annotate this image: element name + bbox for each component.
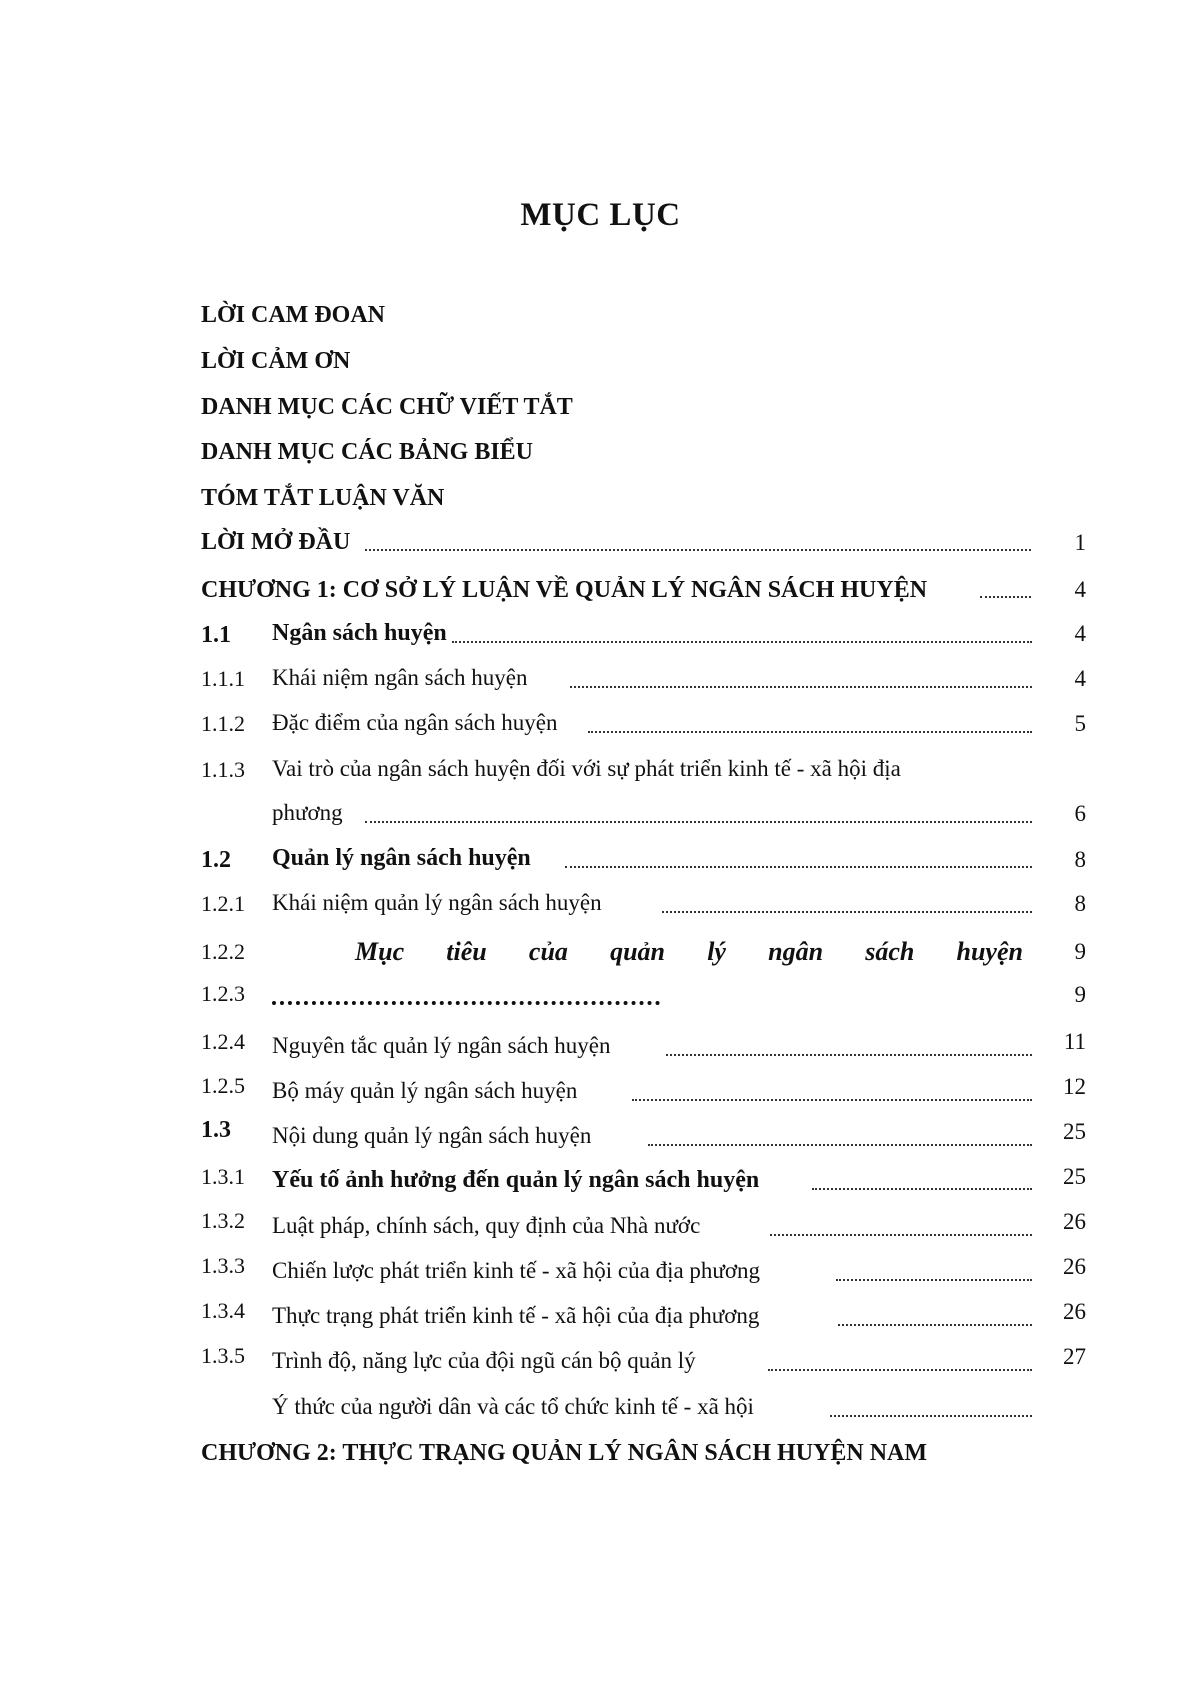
leader-dots <box>838 1321 1032 1326</box>
toc-entry-text[interactable]: Trình độ, năng lực của đội ngũ cán bộ quản lý <box>272 1348 696 1373</box>
leader-dots <box>452 638 1032 643</box>
toc-chapter1-label[interactable]: CHƯƠNG 1: CƠ SỞ LÝ LUẬN VỀ QUẢN LÝ NGÂN SÁCH HUYỆN <box>201 577 928 603</box>
toc-entry-text[interactable]: Nguyên tắc quản lý ngân sách huyện <box>272 1033 611 1058</box>
toc-entry-page: 4 <box>1074 621 1086 646</box>
page-title: MỤC LỤC <box>520 197 681 233</box>
toc-entry-page: 26 <box>1063 1299 1086 1324</box>
toc-entry-page: 27 <box>1063 1344 1086 1369</box>
toc-entry-num: 1.3 <box>201 1117 231 1143</box>
toc-entry-text[interactable]: Ngân sách huyện <box>272 620 447 646</box>
toc-entry-italic-title[interactable] <box>355 937 1023 967</box>
toc-entry-page: 9 <box>1074 939 1086 964</box>
toc-entry-text[interactable]: Chiến lược phát triển kinh tế - xã hội của địa phương <box>272 1258 761 1283</box>
toc-entry-page: 9 <box>1074 982 1086 1007</box>
leader-dots <box>666 1051 1032 1056</box>
front-item-bang-bieu[interactable]: DANH MỤC CÁC BẢNG BIỂU <box>201 439 534 465</box>
toc-entry-page: 26 <box>1063 1209 1086 1234</box>
toc-entry-num: 1.2.1 <box>201 891 245 916</box>
toc-entry-num: 1.2.3 <box>201 981 245 1006</box>
toc-entry-num: 1.2 <box>201 847 231 873</box>
toc-entry-page: 26 <box>1063 1254 1086 1279</box>
italic-word: tiêu <box>446 937 487 966</box>
toc-chapter2-label[interactable]: CHƯƠNG 2: THỰC TRẠNG QUẢN LÝ NGÂN SÁCH HUYỆN NAM <box>201 1440 928 1466</box>
toc-entry-page: 6 <box>1074 801 1086 826</box>
toc-entry-text[interactable]: Ý thức của người dân và các tổ chức kinh tế - xã hội <box>272 1394 754 1419</box>
leader-dots <box>812 1185 1032 1190</box>
toc-entry-page: 25 <box>1063 1119 1086 1144</box>
leader-dots <box>836 1276 1032 1281</box>
leader-dots <box>768 1366 1032 1371</box>
toc-entry-text[interactable]: Khái niệm ngân sách huyện <box>272 665 528 690</box>
leader-dots <box>565 863 1032 868</box>
toc-entry-num: 1.1 <box>201 622 231 648</box>
front-item-tom-tat[interactable]: TÓM TẮT LUẬN VĂN <box>201 485 445 511</box>
toc-entry-text[interactable]: Nội dung quản lý ngân sách huyện <box>272 1123 592 1148</box>
toc-entry-text[interactable]: Bộ máy quản lý ngân sách huyện <box>272 1078 578 1103</box>
toc-entry-text[interactable]: Khái niệm quản lý ngân sách huyện <box>272 890 602 915</box>
leader-dots <box>830 1412 1032 1417</box>
italic-word: Mục <box>355 937 405 966</box>
leader-dots <box>365 546 1031 551</box>
toc-entry-text[interactable]: Yếu tố ảnh hưởng đến quản lý ngân sách huyện <box>272 1167 760 1193</box>
leader-dots <box>570 683 1032 688</box>
toc-entry-num: 1.3.4 <box>201 1298 245 1323</box>
toc-entry-page: 4 <box>1074 666 1086 691</box>
toc-entry-text[interactable]: Quản lý ngân sách huyện <box>272 845 531 871</box>
front-item-cam-doan[interactable]: LỜI CAM ĐOAN <box>201 302 385 328</box>
front-item-cam-on[interactable]: LỜI CẢM ƠN <box>201 348 351 374</box>
toc-entry-num: 1.2.4 <box>201 1029 245 1054</box>
toc-entry-page: 8 <box>1074 847 1086 872</box>
leader-dots <box>662 908 1032 913</box>
toc-intro-label[interactable]: LỜI MỞ ĐẦU <box>201 529 351 555</box>
toc-entry-page: 5 <box>1074 711 1086 736</box>
leader-dots <box>588 728 1032 733</box>
leader-dots <box>272 997 660 1005</box>
leader-dots <box>770 1231 1032 1236</box>
toc-entry-page: 11 <box>1063 1029 1086 1054</box>
italic-word: huyện <box>956 937 1023 966</box>
toc-entry-num: 1.2.2 <box>201 939 245 964</box>
toc-entry-num: 1.1.1 <box>201 666 245 691</box>
italic-word: lý <box>707 937 726 966</box>
toc-entry-text[interactable]: Đặc điểm của ngân sách huyện <box>272 710 558 735</box>
toc-entry-text[interactable]: phương <box>272 800 343 825</box>
toc-entry-page: 8 <box>1074 891 1086 916</box>
toc-entry-num: 1.3.1 <box>201 1164 245 1189</box>
italic-word: quản <box>610 937 666 966</box>
toc-entry-num: 1.1.2 <box>201 711 245 736</box>
toc-entry-num: 1.3.3 <box>201 1253 245 1278</box>
leader-dots <box>632 1096 1032 1101</box>
front-item-chu-viet-tat[interactable]: DANH MỤC CÁC CHỮ VIẾT TẮT <box>201 394 573 420</box>
toc-intro-page: 1 <box>1074 530 1086 555</box>
toc-entry-text[interactable]: Luật pháp, chính sách, quy định của Nhà nước <box>272 1213 701 1238</box>
toc-entry-num: 1.3.2 <box>201 1208 245 1233</box>
toc-entry-num: 1.1.3 <box>201 757 245 782</box>
italic-word: sách <box>865 937 915 966</box>
toc-entry-num: 1.3.5 <box>201 1343 245 1368</box>
leader-dots <box>365 818 1032 823</box>
leader-dots <box>648 1141 1032 1146</box>
toc-entry-text[interactable]: Vai trò của ngân sách huyện đối với sự phát triển kinh tế - xã hội địa <box>272 756 901 781</box>
toc-entry-page: 25 <box>1063 1164 1086 1189</box>
toc-entry-text[interactable]: Thực trạng phát triển kinh tế - xã hội của địa phương <box>272 1303 760 1328</box>
toc-chapter1-page: 4 <box>1074 577 1086 602</box>
leader-dots <box>980 593 1031 598</box>
italic-word: của <box>528 937 568 966</box>
toc-entry-page: 12 <box>1063 1074 1086 1099</box>
toc-entry-num: 1.2.5 <box>201 1073 245 1098</box>
italic-word: ngân <box>768 937 824 966</box>
